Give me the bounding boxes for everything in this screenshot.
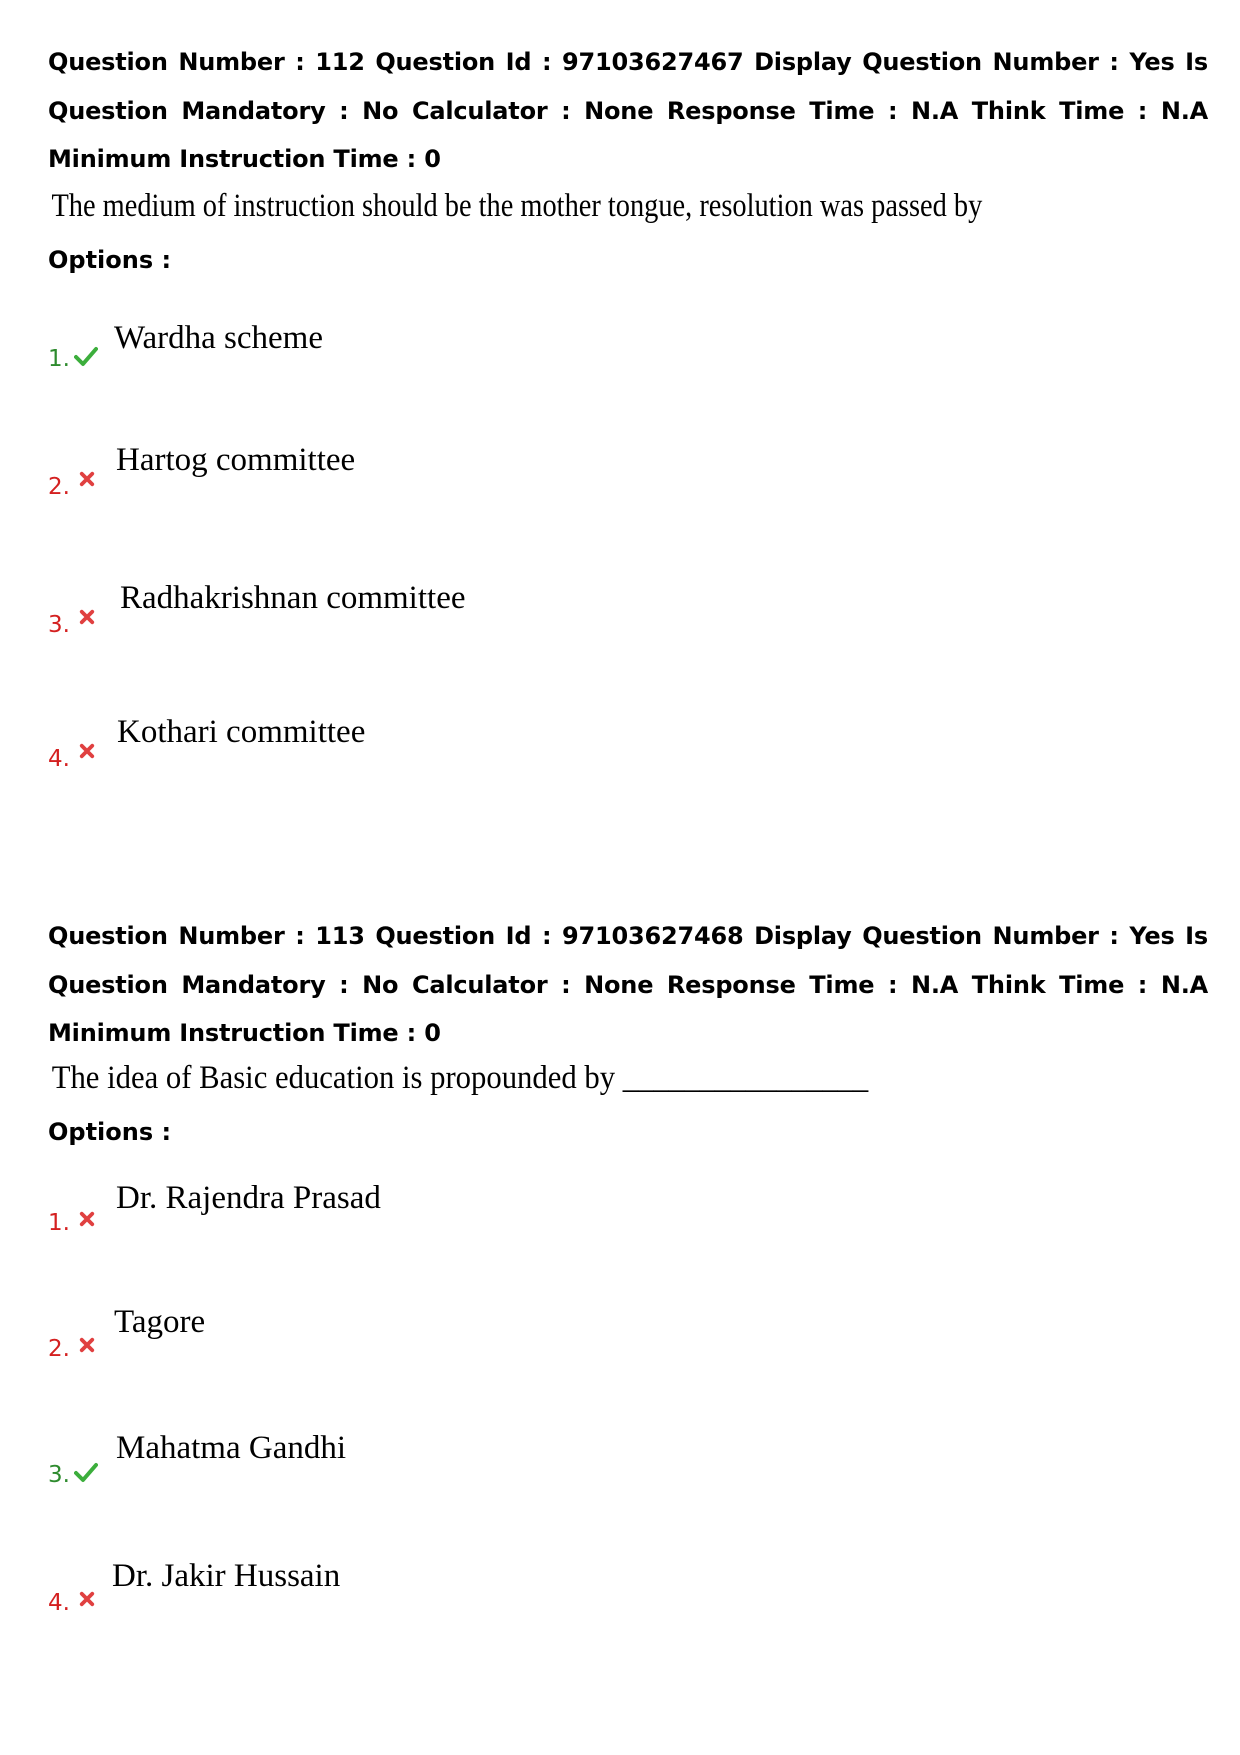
option-4[interactable] xyxy=(48,1558,948,1634)
option-number: 1. xyxy=(48,1210,70,1236)
option-number: 4. xyxy=(48,746,70,772)
option-2[interactable] xyxy=(48,1304,948,1380)
option-number: 3. xyxy=(48,612,70,638)
option-1[interactable] xyxy=(48,316,948,376)
question-block-112 xyxy=(48,38,1208,772)
options-label: Options : xyxy=(48,1117,172,1146)
option-number: 2. xyxy=(48,474,70,500)
option-text: Wardha scheme xyxy=(114,320,323,356)
option-text: Kothari committee xyxy=(117,714,366,750)
options-label: Options : xyxy=(48,245,172,274)
option-text: Dr. Rajendra Prasad xyxy=(116,1180,381,1216)
cross-mark-icon xyxy=(78,1590,96,1608)
option-text: Tagore xyxy=(114,1304,206,1340)
question-text: The medium of instruction should be the mother tongue, resolution was passed by xyxy=(51,187,983,224)
question-block-113 xyxy=(48,912,1208,1616)
option-number: 1. xyxy=(48,346,70,372)
option-number: 3. xyxy=(48,1462,70,1488)
option-3[interactable] xyxy=(48,580,948,656)
cross-mark-icon xyxy=(78,1210,96,1228)
option-number: 4. xyxy=(48,1590,70,1616)
cross-mark-icon xyxy=(78,470,96,488)
option-text: Mahatma Gandhi xyxy=(116,1430,347,1466)
question-meta: Question Number : 113 Question Id : 97103627468 Display Question Number : Yes Is Question Mandatory : No Calculator : None Response Time : N.A Think Time : N.A Minimum Instruction Time : 0 xyxy=(48,922,1208,1047)
option-text: Hartog committee xyxy=(116,442,356,478)
option-2[interactable] xyxy=(48,442,948,518)
check-mark-icon xyxy=(74,344,98,368)
option-3[interactable] xyxy=(48,1430,948,1506)
option-4[interactable] xyxy=(48,714,948,790)
cross-mark-icon xyxy=(78,1336,96,1354)
cross-mark-icon xyxy=(78,742,96,760)
option-number: 2. xyxy=(48,1336,70,1362)
question-meta: Question Number : 112 Question Id : 97103627467 Display Question Number : Yes Is Question Mandatory : No Calculator : None Response Time : N.A Think Time : N.A Minimum Instruction Time : 0 xyxy=(48,48,1208,173)
option-1[interactable] xyxy=(48,1180,948,1254)
option-text: Radhakrishnan committee xyxy=(120,580,466,616)
cross-mark-icon xyxy=(78,608,96,626)
option-text: Dr. Jakir Hussain xyxy=(112,1558,341,1594)
check-mark-icon xyxy=(74,1460,98,1484)
question-text: The idea of Basic education is propounded by ________________ xyxy=(51,1059,869,1096)
